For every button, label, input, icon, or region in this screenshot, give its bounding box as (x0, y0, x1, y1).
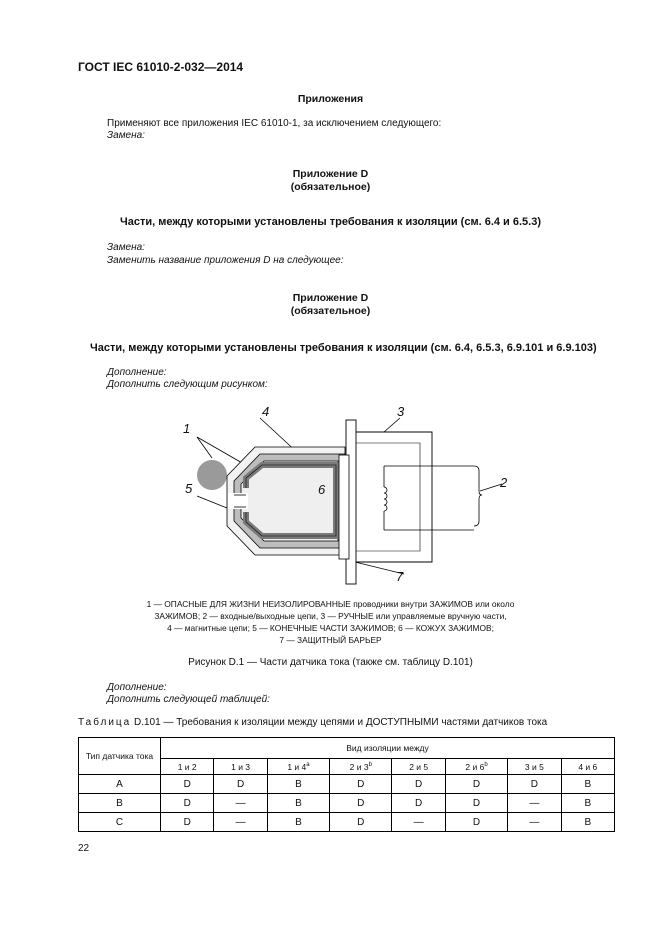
current-sensor-figure (170, 398, 520, 588)
table-cell: D (445, 775, 507, 794)
legend-line: 7 — ЗАЩИТНЫЙ БАРЬЕР (279, 635, 382, 645)
table-cell: B (267, 775, 329, 794)
col-header-sensor-type: Тип датчика тока (79, 738, 161, 775)
col-label: 1 и 4 (287, 761, 307, 772)
col-label: 2 и 3 (349, 761, 369, 772)
col-label: 1 и 3 (231, 761, 251, 772)
addition1-line2: Дополнить следующим рисунком: (107, 379, 268, 390)
table-cell: D (330, 794, 392, 813)
table-cell: B (561, 794, 614, 813)
figure-label-7: 7 (396, 569, 404, 584)
table-cell: — (214, 794, 267, 813)
figure-caption: Рисунок D.1 — Части датчика тока (также см. таблицу D.101) (188, 657, 473, 668)
input-output-circuit (384, 466, 482, 530)
group-header: Вид изоляции между (161, 738, 615, 759)
annex-old-status: (обязательное) (290, 181, 371, 193)
addition2-line2: Дополнить следующей таблицей: (107, 694, 270, 705)
table-cell: D (508, 775, 561, 794)
col-header-6 (445, 759, 507, 775)
table-cell: — (508, 794, 561, 813)
table-cell: D (161, 813, 214, 832)
figure-label-3: 3 (397, 404, 405, 419)
table-caption-text: D.101 — Требования к изоляции между цепями и ДОСТУПНЫМИ частями датчиков тока (134, 717, 548, 728)
col-header-1 (161, 759, 214, 775)
legend-line: ЗАЖИМОВ; 2 — входные/выходные цепи, 3 — РУЧНЫЕ или управляемые вручную части, (154, 611, 507, 621)
annex-new-title: Части, между которыми установлены требования к изоляции (см. 6.4, 6.5.3, 6.9.101 и 6.9.103) (90, 342, 597, 354)
col-footnote-mark: b (368, 761, 372, 768)
table-cell: D (214, 775, 267, 794)
col-header-3 (267, 759, 329, 775)
figure-label-2: 2 (500, 475, 508, 490)
col-footnote-mark: a (306, 761, 310, 768)
table-row (79, 794, 615, 813)
table-cell: D (330, 813, 392, 832)
col-label: 2 и 5 (409, 761, 429, 772)
table-row (79, 775, 615, 794)
table-cell: D (392, 794, 445, 813)
annex-old-name: Приложение D (292, 168, 369, 180)
col-header-7 (508, 759, 561, 775)
page-number: 22 (78, 843, 90, 854)
replace-note-line1: Замена: (107, 242, 145, 253)
col-header-8 (561, 759, 614, 775)
appendices-title: Приложения (297, 93, 364, 105)
col-header-5 (392, 759, 445, 775)
table-row (79, 813, 615, 832)
annex-old-title: Части, между которыми установлены требования к изоляции (см. 6.4 и 6.5.3) (119, 216, 541, 228)
table-cell: — (214, 813, 267, 832)
table-cell: B (267, 794, 329, 813)
row-sensor-type: B (79, 794, 161, 813)
row-sensor-type: C (79, 813, 161, 832)
table-cell: D (161, 775, 214, 794)
replacement-label: Замена: (107, 130, 145, 141)
col-header-4 (330, 759, 392, 775)
table-cell: D (445, 794, 507, 813)
col-header-2 (214, 759, 267, 775)
appendices-intro: Применяют все приложения IEC 61010-1, за исключением следующего: (107, 118, 442, 129)
row-sensor-type: A (79, 775, 161, 794)
addition2-line1: Дополнение: (107, 682, 167, 693)
col-label: 1 и 2 (177, 761, 197, 772)
col-label: 3 и 5 (524, 761, 544, 772)
legend-line: 1 — ОПАСНЫЕ ДЛЯ ЖИЗНИ НЕИЗОЛИРОВАННЫЕ проводники внутри ЗАЖИМОВ или около (146, 599, 515, 609)
col-label: 2 и 6 (465, 761, 485, 772)
col-label: 4 и 6 (578, 761, 598, 772)
annex-new-name: Приложение D (292, 292, 369, 304)
table-cell: B (267, 813, 329, 832)
table-cell: D (161, 794, 214, 813)
table-cell: D (392, 775, 445, 794)
legend-line: 4 — магнитные цепи; 5 — КОНЕЧНЫЕ ЧАСТИ ЗАЖИМОВ; 6 — КОЖУХ ЗАЖИМОВ; (167, 623, 494, 633)
figure-legend (100, 598, 561, 646)
conductor-outer (197, 460, 227, 490)
table-cell: — (392, 813, 445, 832)
annex-new-status: (обязательное) (290, 305, 371, 317)
table-cell: — (508, 813, 561, 832)
replace-note-line2: Заменить название приложения D на следующее: (107, 255, 344, 266)
table-caption (78, 717, 547, 728)
table-cell: B (561, 813, 614, 832)
table-cell: D (330, 775, 392, 794)
table-cell: D (445, 813, 507, 832)
col-footnote-mark: b (484, 761, 488, 768)
insulation-requirements-table (78, 737, 615, 832)
addition1-line1: Дополнение: (107, 367, 167, 378)
figure-label-4: 4 (262, 404, 270, 419)
document-id: ГОСТ IEC 61010-2-032—2014 (78, 60, 244, 74)
figure-label-1: 1 (183, 421, 191, 436)
figure-label-5: 5 (185, 481, 193, 496)
figure-label-6: 6 (318, 482, 326, 497)
table-cell: B (561, 775, 614, 794)
hand-held-part (356, 432, 432, 562)
table-caption-prefix: Таблица (78, 717, 132, 728)
